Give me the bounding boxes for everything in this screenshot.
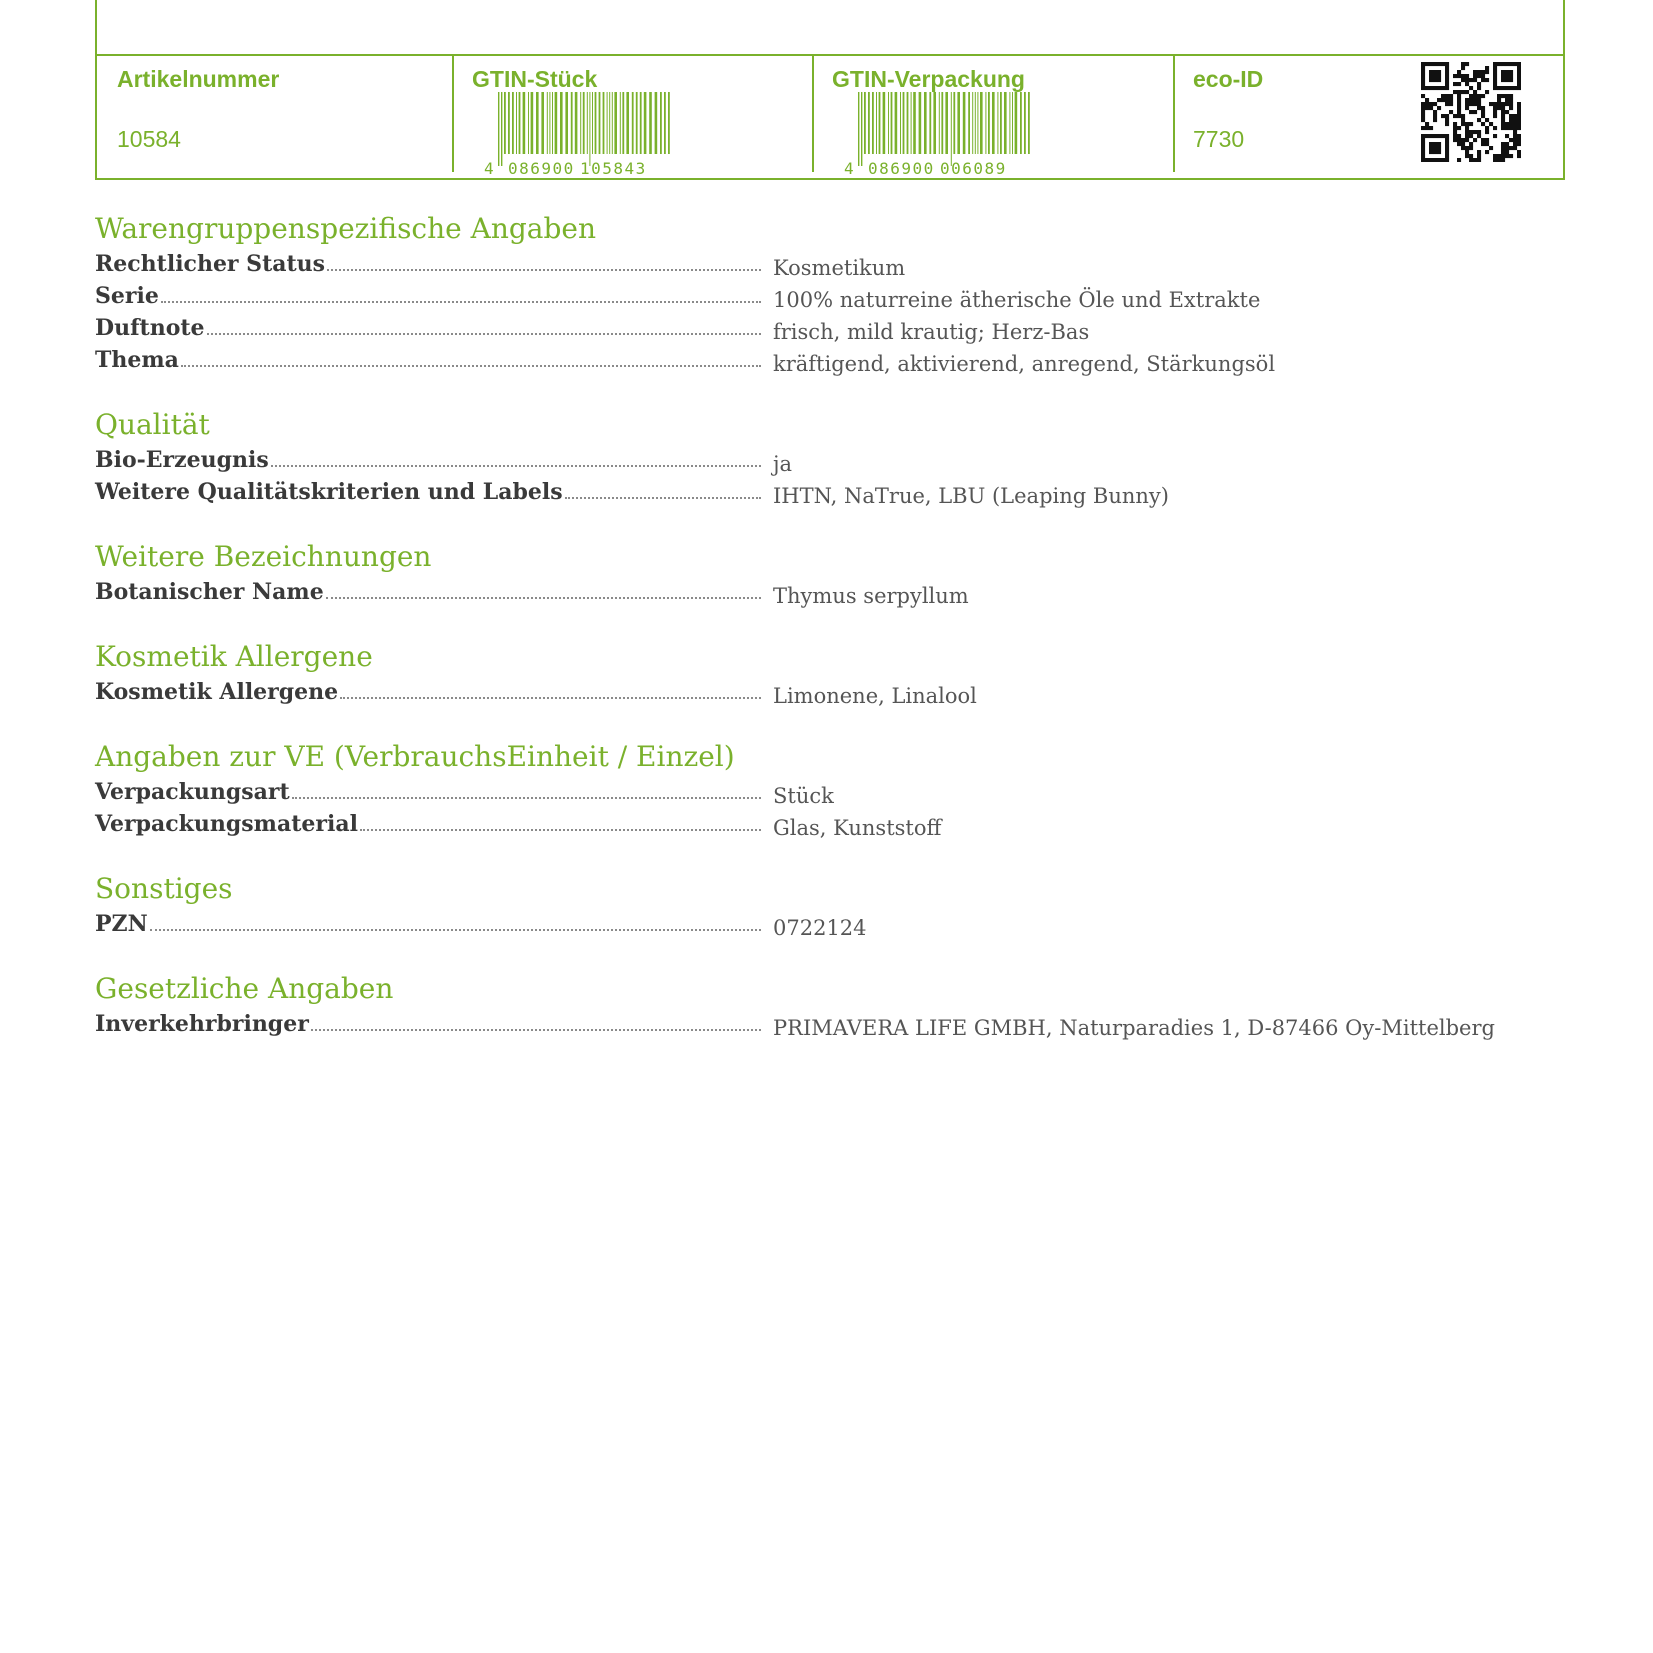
detail-row	[95, 574, 1495, 606]
detail-value: 0722124	[773, 916, 867, 940]
gtin-pack-barcode	[840, 92, 1030, 176]
gtin-pack-cell	[812, 56, 1173, 178]
detail-row	[95, 342, 1495, 374]
detail-row	[95, 1006, 1495, 1038]
section-title: Angaben zur VE (VerbrauchsEinheit / Einzel)	[95, 740, 735, 773]
gtin-pack-label: GTIN-Verpackung	[832, 66, 1025, 92]
dot-leader	[565, 497, 761, 499]
detail-value: PRIMAVERA LIFE GMBH, Naturparadies 1, D-87466 Oy-Mittelberg	[773, 1016, 1495, 1040]
detail-value: 100% naturreine ätherische Öle und Extrakte	[773, 288, 1261, 312]
detail-label: Inverkehrbringer	[95, 1011, 309, 1037]
section-title: Kosmetik Allergene	[95, 640, 373, 673]
detail-row	[95, 442, 1495, 474]
detail-row	[95, 774, 1495, 806]
detail-label-wrap	[95, 282, 765, 310]
dot-leader	[292, 797, 761, 799]
product-details	[95, 212, 1495, 1072]
barcode-digits: 086900	[868, 159, 935, 176]
detail-value: Stück	[773, 784, 834, 808]
dot-leader	[271, 465, 761, 467]
detail-label: Verpackungsart	[95, 779, 290, 805]
section	[95, 640, 1495, 706]
dot-leader	[340, 697, 761, 699]
detail-label: Duftnote	[95, 315, 205, 341]
gtin-piece-barcode	[480, 92, 670, 176]
section-title: Gesetzliche Angaben	[95, 972, 394, 1005]
detail-value: Limonene, Linalool	[773, 684, 977, 708]
detail-label: Thema	[95, 347, 179, 373]
dot-leader	[327, 269, 761, 271]
detail-label-wrap	[95, 778, 765, 806]
article-number-label: Artikelnummer	[117, 66, 280, 92]
section-title: Qualität	[95, 408, 210, 441]
detail-label: Kosmetik Allergene	[95, 679, 339, 705]
detail-label-wrap	[95, 346, 765, 374]
section	[95, 872, 1495, 938]
eco-id-value: 7730	[1193, 126, 1245, 152]
detail-value: Glas, Kunststoff	[773, 816, 942, 840]
qr-code-icon	[1421, 62, 1521, 162]
article-number-cell	[97, 56, 452, 178]
detail-value: ja	[773, 452, 793, 476]
detail-label-wrap	[95, 314, 765, 342]
detail-row	[95, 278, 1495, 310]
detail-value: kräftigend, aktivierend, anregend, Stärkungsöl	[773, 352, 1276, 376]
detail-row	[95, 474, 1495, 506]
gtin-piece-cell	[452, 56, 812, 178]
eco-id-cell	[1173, 56, 1563, 178]
top-frame	[95, 0, 1565, 54]
detail-row	[95, 906, 1495, 938]
barcode-digits: 105843	[580, 159, 647, 176]
section	[95, 972, 1495, 1038]
detail-value: IHTN, NaTrue, LBU (Leaping Bunny)	[773, 484, 1169, 508]
detail-label: Botanischer Name	[95, 579, 324, 605]
dot-leader	[207, 333, 761, 335]
barcode-digits: 006089	[940, 159, 1007, 176]
gtin-piece-label: GTIN-Stück	[472, 66, 598, 92]
barcode-digits: 4	[844, 159, 856, 176]
detail-value: Kosmetikum	[773, 256, 906, 280]
detail-label: PZN	[95, 911, 148, 937]
detail-row	[95, 806, 1495, 838]
detail-label: Serie	[95, 283, 159, 309]
detail-label: Rechtlicher Status	[95, 251, 326, 277]
detail-row	[95, 310, 1495, 342]
detail-label-wrap	[95, 910, 765, 938]
section	[95, 212, 1495, 374]
detail-label-wrap	[95, 1010, 765, 1038]
detail-value: frisch, mild krautig; Herz-Bas	[773, 320, 1090, 344]
barcode-digits: 4	[484, 159, 496, 176]
dot-leader	[311, 1029, 761, 1031]
dot-leader	[360, 829, 761, 831]
section	[95, 408, 1495, 506]
detail-label-wrap	[95, 478, 765, 506]
section	[95, 740, 1495, 838]
section-title: Warengruppenspezifische Angaben	[95, 212, 597, 245]
section-title: Weitere Bezeichnungen	[95, 540, 432, 573]
dot-leader	[326, 597, 761, 599]
detail-label: Weitere Qualitätskriterien und Labels	[95, 479, 563, 505]
detail-label-wrap	[95, 578, 765, 606]
barcode-digits: 086900	[508, 159, 575, 176]
dot-leader	[150, 929, 761, 931]
detail-value: Thymus serpyllum	[773, 584, 969, 608]
detail-label-wrap	[95, 678, 765, 706]
detail-label: Verpackungsmaterial	[95, 811, 358, 837]
identification-box	[95, 54, 1565, 180]
eco-id-label: eco-ID	[1193, 66, 1264, 92]
article-number-value: 10584	[117, 126, 181, 152]
detail-row	[95, 246, 1495, 278]
detail-label-wrap	[95, 446, 765, 474]
detail-row	[95, 674, 1495, 706]
detail-label-wrap	[95, 250, 765, 278]
section-title: Sonstiges	[95, 872, 233, 905]
detail-label-wrap	[95, 810, 765, 838]
section	[95, 540, 1495, 606]
dot-leader	[181, 365, 761, 367]
dot-leader	[161, 301, 761, 303]
detail-label: Bio-Erzeugnis	[95, 447, 269, 473]
